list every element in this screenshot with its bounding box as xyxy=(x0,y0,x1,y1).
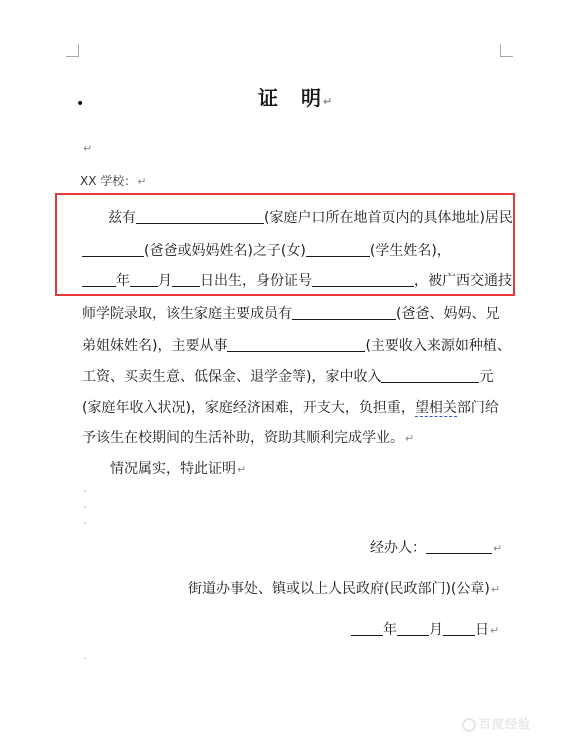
para1-line7 xyxy=(82,400,499,416)
spellcheck-underlined-text: 望相关 xyxy=(414,400,457,416)
fill-blank xyxy=(397,622,429,636)
fill-blank xyxy=(312,273,414,287)
text: 月 xyxy=(429,622,443,638)
text: (主要收入来源如种植、 xyxy=(365,338,511,354)
fill-blank xyxy=(130,273,158,287)
text: (爸爸、妈妈、兄 xyxy=(396,306,500,322)
watermark-text: 百度经验 xyxy=(479,717,532,731)
paragraph-mark: ↵ xyxy=(237,463,247,476)
text: 年 xyxy=(116,273,130,289)
office-text: 街道办事处、镇或以上人民政府(民政部门)(公章) xyxy=(188,581,490,597)
date-line xyxy=(351,622,499,639)
small-paragraph-mark: ' xyxy=(84,489,87,498)
bullet-dot: • xyxy=(76,96,85,112)
para1-line1 xyxy=(108,210,513,226)
text: 月 xyxy=(158,273,172,289)
signer-label: 经办人： xyxy=(370,540,426,556)
text: 部门给 xyxy=(456,400,499,416)
watermark-logo-icon xyxy=(462,718,476,732)
text: ，被广西交通技 xyxy=(414,273,512,289)
title-char-1: 证 xyxy=(258,86,279,110)
text: 年 xyxy=(383,622,397,638)
fill-blank xyxy=(351,622,383,636)
small-paragraph-mark: ' xyxy=(84,656,87,665)
page-corner-top-left xyxy=(66,44,79,57)
text: 日 xyxy=(475,622,489,638)
text: 兹有 xyxy=(108,210,136,226)
paragraph-mark: ↵ xyxy=(493,542,503,555)
fill-blank xyxy=(227,338,365,352)
document-title xyxy=(258,86,333,114)
paragraph-mark: ↵ xyxy=(83,142,93,155)
small-paragraph-mark: ' xyxy=(84,505,87,514)
text: (家庭年收入状况)，家庭经济困难，开支大，负担重， xyxy=(82,400,415,416)
addressee xyxy=(80,173,146,190)
small-paragraph-mark: ' xyxy=(84,521,87,530)
para1-line4 xyxy=(82,306,499,322)
text: 工资、买卖生意、低保金、退学金等)，家中收入 xyxy=(82,369,382,385)
signer-line xyxy=(370,540,502,557)
paragraph-mark: ↵ xyxy=(490,624,500,637)
title-char-2: 明 xyxy=(301,86,322,110)
watermark xyxy=(462,715,531,732)
para1-line8 xyxy=(82,430,414,447)
para1-line3 xyxy=(82,273,512,289)
fill-blank xyxy=(136,210,264,224)
fill-blank xyxy=(306,243,370,257)
text: 予该生在校期间的生活补助，资助其顺利完成学业。 xyxy=(82,430,404,446)
text: 弟姐妹姓名)，主要从事 xyxy=(82,338,228,354)
text: 日出生，身份证号 xyxy=(200,273,312,289)
text: (学生姓名)， xyxy=(369,243,451,259)
fill-blank xyxy=(82,243,144,257)
fill-blank xyxy=(426,540,492,554)
fill-blank xyxy=(292,306,396,320)
para1-line2 xyxy=(82,243,451,259)
paragraph-mark: ↵ xyxy=(137,175,147,188)
text: 情况属实，特此证明 xyxy=(110,461,236,477)
paragraph-mark: ↵ xyxy=(490,583,501,596)
fill-blank xyxy=(82,273,116,287)
page-corner-top-right xyxy=(500,44,513,57)
empty-paragraph xyxy=(82,140,92,157)
text: (家庭户口所在地首页内的具体地址)居民 xyxy=(264,210,513,226)
paragraph-mark: ↵ xyxy=(405,432,415,445)
fill-blank xyxy=(381,369,479,383)
fill-blank xyxy=(172,273,200,287)
paragraph-mark: ↵ xyxy=(323,95,334,108)
text: 师学院录取，该生家庭主要成员有 xyxy=(82,306,292,322)
para1-line6 xyxy=(82,369,493,385)
para2 xyxy=(110,461,246,478)
addressee-text: XX 学校： xyxy=(80,174,137,188)
para1-line5 xyxy=(82,338,511,354)
office-line xyxy=(188,581,500,598)
text: (爸爸或妈妈姓名)之子(女) xyxy=(144,243,306,259)
fill-blank xyxy=(443,622,475,636)
text: 元 xyxy=(479,369,494,385)
